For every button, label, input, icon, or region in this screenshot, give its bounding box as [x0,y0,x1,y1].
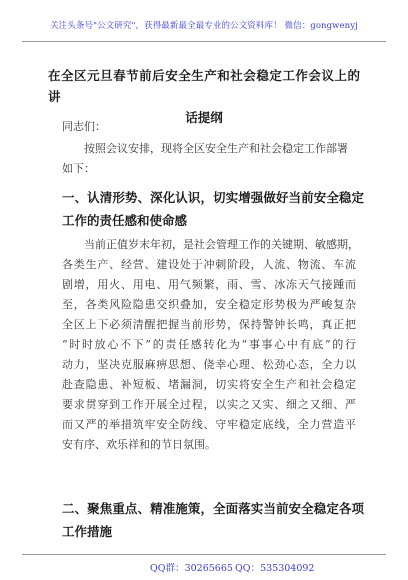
body-line: 当前正值岁末年初，是社会管理工作的关键期、敏感期， [84,238,359,251]
title-line-1: 在全区元旦春节前后安全生产和社会稳定工作会议上的讲 [48,68,360,104]
heading-line: 一、认清形势、深化认识，切实增强做好当前安全稳定 [62,190,364,205]
header-rule [22,41,386,42]
body-line: 赴查隐患、补短板、堵漏洞，切实将安全生产和社会稳定 [62,378,356,391]
intro-paragraph [62,139,356,179]
section-1-body [62,235,359,455]
body-line: 而又严的举措筑牢安全防线、守牢稳定底线，全力营造平 [62,418,356,431]
intro-line: 如下： [62,162,95,175]
section-2-heading [62,497,364,543]
footer-qq-group: QQ群：30265665 [150,563,233,574]
salutation: 同志们： [62,120,106,133]
body-line: 要求贯穿到工作开展全过程，以实之又实、细之又细、严 [62,398,356,411]
body-line: 剧增，用火、用电、用气频繁，雨、雪、冰冻天气接踵而 [62,278,356,291]
body-line: 全区上下必须清醒把握当前形势，保持警钟长鸣，真正把 [62,318,356,331]
header-note: 关注头条号"公文研究"，获得最新最全最专业的公文资料库！ 微信：gongwenyj [50,21,358,31]
body-line: 至，各类风险隐患交织叠加，安全稳定形势极为严峻复杂 [62,298,356,311]
footer-qq: QQ：535304092 [235,563,315,574]
body-line: 安有序、欢乐祥和的节日氛围。 [62,438,216,451]
body-line: 各类生产、经营、建设处于冲刺阶段，人流、物流、车流 [62,258,356,271]
body-line: 动力，坚决克服麻痹思想、侥幸心理、松劲心态，全力以 [62,358,356,371]
body-line: “时时放心不下”的责任感转化为“事事心中有底”的行 [62,338,356,351]
title-line-2: 话提纲 [185,110,223,125]
section-1-heading [62,186,364,232]
intro-line: 按照会议安排，现将全区安全生产和社会稳定工作部署 [84,142,348,155]
footer-rule [22,554,386,555]
heading-line: 工作的责任感和使命感 [62,213,188,228]
heading-line: 二、聚焦重点、精准施策，全面落实当前安全稳定各项 [62,501,364,516]
heading-line: 工作措施 [62,524,113,539]
